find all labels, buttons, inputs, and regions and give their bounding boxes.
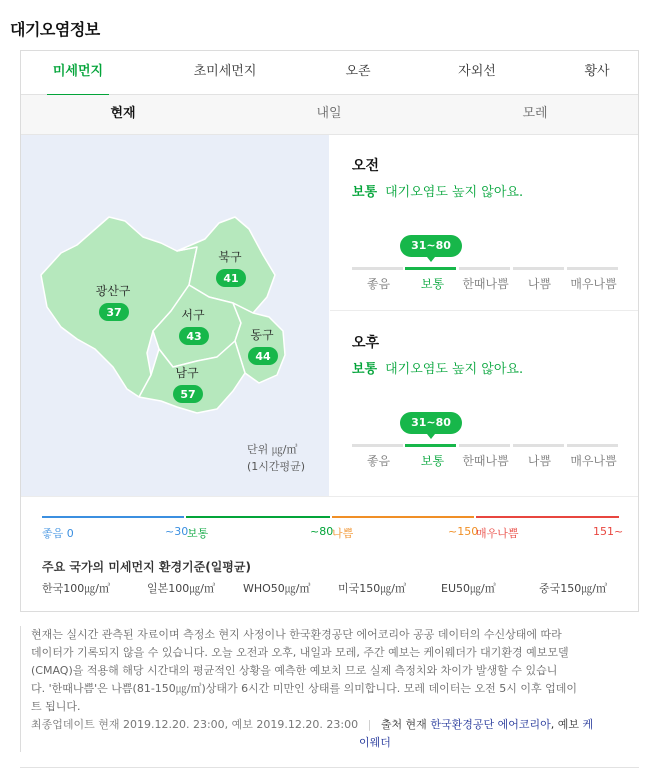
- note-line: 현재는 실시간 관측된 자료이며 측정소 현지 사정이나 한국환경공단 에어코리아 공공 데이터의 수신상태에 따라: [31, 628, 562, 641]
- level-normal: 보통: [420, 454, 445, 468]
- source-link-airkorea[interactable]: 한국환경공단 에어코리아: [430, 718, 551, 731]
- forecast-am-range: 31~80: [400, 235, 462, 257]
- legend-bar-very-bad: [476, 516, 619, 518]
- note-line: 트 됩니다.: [31, 700, 81, 713]
- scale-seg: [567, 267, 618, 270]
- subtab-day-after[interactable]: 모레: [522, 106, 548, 121]
- value-buk: 41: [223, 272, 239, 285]
- standard-korea: 한국100㎍/㎥: [42, 582, 110, 595]
- forecast-am-scale: [352, 267, 618, 270]
- scale-seg-active: [405, 267, 456, 270]
- unit-note: (1시간평균): [247, 460, 306, 473]
- standard-eu: EU50㎍/㎥: [441, 582, 496, 595]
- legend-t2: ~80: [310, 525, 334, 538]
- divider: |: [367, 718, 372, 731]
- district-label-nam: 남구: [175, 366, 199, 380]
- forecast-am-label: 오전: [352, 158, 380, 174]
- level-temp-bad: 한때나쁨: [462, 277, 509, 291]
- forecast-am-status: [352, 181, 523, 200]
- district-label-buk: 북구: [218, 250, 242, 264]
- legend-bar-good: [42, 516, 184, 518]
- district-label-seo: 서구: [181, 308, 205, 322]
- forecast-pm-scale: [352, 444, 618, 447]
- district-map: [21, 135, 329, 496]
- standard-japan: 일본100㎍/㎥: [147, 582, 215, 595]
- standard-china: 중국150㎍/㎥: [539, 582, 607, 595]
- scale-seg: [352, 267, 403, 270]
- forecast-pm-grade: 보통: [352, 362, 378, 377]
- forecast-am: [330, 135, 638, 311]
- scale-seg: [459, 267, 510, 270]
- unit-caption: [247, 441, 305, 475]
- update-info: [31, 716, 639, 734]
- source-link-kweather-cont[interactable]: 이웨더: [359, 736, 391, 749]
- subtab-tomorrow[interactable]: 내일: [316, 106, 342, 121]
- note-line: (CMAQ)을 적용해 해당 시간대의 평균적인 상황을 예측한 예보치 므로 실제 측정치와 차이가 발생할 수 있습니: [31, 664, 558, 677]
- tab-ozone[interactable]: 오존: [345, 64, 371, 79]
- level-good: 좋음: [366, 454, 391, 468]
- page-title: 대기오염정보: [10, 20, 100, 39]
- value-gwangsan: 37: [106, 306, 122, 319]
- scale-seg: [459, 444, 510, 447]
- scale-seg: [352, 444, 403, 447]
- bottom-divider: [20, 767, 639, 768]
- value-nam: 57: [180, 388, 196, 401]
- scale-seg: [567, 444, 618, 447]
- tab-uv[interactable]: 자외선: [458, 64, 496, 79]
- legend-t1: ~30: [165, 525, 189, 538]
- update-time: 최종업데이트 현재 2019.12.20. 23:00, 예보 2019.12.20. 23:00: [31, 718, 359, 731]
- level-bad: 나쁨: [527, 454, 552, 468]
- legend-very-bad-label: 매우나쁨: [476, 527, 519, 540]
- notes-box: [20, 626, 639, 752]
- level-temp-bad: 한때나쁨: [462, 454, 509, 468]
- legend-normal-label: 보통: [187, 527, 209, 540]
- scale-seg: [513, 444, 564, 447]
- forecast-pm-status: [352, 358, 523, 377]
- legend-good-start: 좋음 0: [42, 527, 74, 540]
- source-link-kweather[interactable]: 케: [582, 718, 594, 731]
- standards-title: 주요 국가의 미세먼지 환경기준(일평균): [42, 560, 251, 574]
- forecast-pm: [330, 312, 638, 496]
- level-very-bad: 매우나쁨: [570, 277, 617, 291]
- level-normal: 보통: [420, 277, 445, 291]
- level-bad: 나쁨: [527, 277, 552, 291]
- update-info-cont: [31, 734, 639, 752]
- level-very-bad: 매우나쁨: [570, 454, 617, 468]
- source-prefix: 출처 현재: [380, 718, 427, 731]
- standard-usa: 미국150㎍/㎥: [338, 582, 406, 595]
- forecast-pm-message: 대기오염도 높지 않아요.: [385, 362, 524, 377]
- district-label-gwangsan: 광산구: [95, 284, 131, 298]
- subtab-now[interactable]: 현재: [110, 106, 136, 121]
- value-seo: 43: [186, 330, 202, 343]
- grade-legend: [21, 496, 638, 612]
- forecast-pm-range: 31~80: [400, 412, 462, 434]
- forecast-am-message: 대기오염도 높지 않아요.: [385, 185, 524, 200]
- forecast-am-grade: 보통: [352, 185, 378, 200]
- scale-seg: [513, 267, 564, 270]
- legend-bad-label: 나쁨: [332, 527, 354, 540]
- district-label-dong: 동구: [250, 328, 274, 342]
- tab-fine-dust[interactable]: 미세먼지: [47, 51, 109, 95]
- legend-bar-normal: [186, 516, 330, 518]
- tab-yellow-dust[interactable]: 황사: [584, 64, 610, 79]
- scale-seg-active: [405, 444, 456, 447]
- forecast-pm-label: 오후: [352, 335, 380, 351]
- legend-t3: ~150: [448, 525, 479, 538]
- air-quality-card: [20, 50, 639, 612]
- tab-ultrafine-dust[interactable]: 초미세먼지: [193, 64, 257, 79]
- legend-bar-bad: [332, 516, 474, 518]
- day-subtabs: [21, 95, 638, 135]
- level-good: 좋음: [366, 277, 391, 291]
- standard-who: WHO50㎍/㎥: [243, 582, 311, 595]
- source-mid: , 예보: [550, 718, 579, 731]
- note-line: 다. '한때나쁨'은 나쁨(81-150㎍/㎥)상태가 6시간 미만인 상태를 의미합니다. 모레 데이터는 오전 5시 이후 업데이: [31, 682, 578, 695]
- legend-t4: 151~: [593, 525, 624, 538]
- unit-label: 단위 ㎍/㎥: [247, 443, 298, 456]
- value-dong: 44: [255, 350, 271, 363]
- pollutant-tabs: [21, 51, 638, 95]
- note-line: 데이터가 기록되지 않을 수 있습니다. 오늘 오전과 오후, 내일과 모레, 주간 예보는 케이웨더가 대기환경 예보모델: [31, 646, 569, 659]
